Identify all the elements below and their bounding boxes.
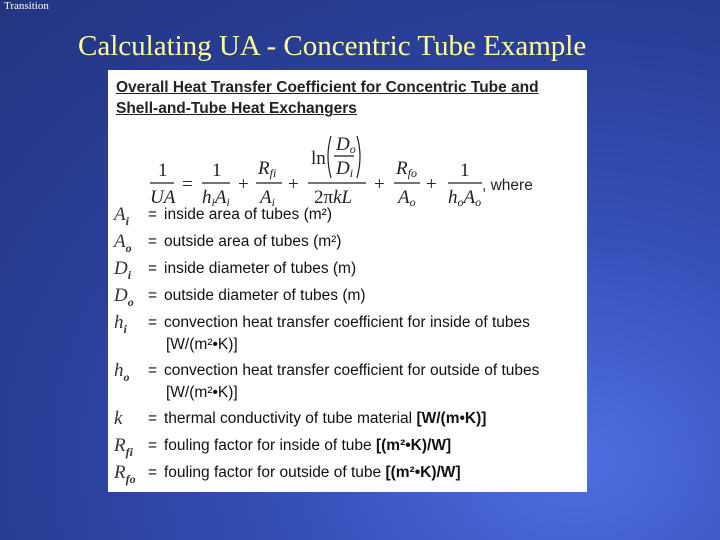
definition-row [108,204,587,228]
svg-text:+: + [426,174,437,195]
heading-line-1: Overall Heat Transfer Coefficient for Concentric Tube and [116,79,539,96]
definition-equals: = [148,362,158,379]
definition-equals: = [148,437,158,454]
definition-text: fouling factor for inside of tube [(m²•K)/W] [164,437,452,454]
svg-text:+: + [288,174,299,195]
definition-symbol: $R_{fi}$ [114,435,133,459]
definition-subscript: i [123,321,127,336]
definition-symbol: $A_i$ [114,204,129,228]
content-panel [108,70,587,492]
definition-unit: [(m²•K)/W] [375,437,452,454]
definition-text: convection heat transfer coefficient for outside of tubes [164,362,540,379]
svg-text:+: + [374,174,385,195]
svg-text:1: 1 [460,160,470,181]
definition-equals: = [148,233,158,250]
svg-text:Do: Do [336,134,356,156]
definition-equals: = [148,314,158,331]
svg-text:=: = [182,174,193,195]
definition-equals: = [148,410,158,427]
definition-symbol: $h_i$ [114,312,127,336]
svg-text:Ao: Ao [398,187,416,209]
definition-equals: = [148,206,158,223]
definition-unit: [(m²•K)/W] [385,464,461,481]
svg-text:Ai: Ai [260,187,275,209]
definition-symbol: $D_i$ [114,258,132,282]
definition-equals: = [148,464,158,481]
definition-text: convection heat transfer coefficient for inside of tubes [164,314,530,331]
definition-row [108,360,587,401]
svg-text:+: + [238,174,249,195]
svg-text:hiAi: hiAi [202,187,230,209]
definition-symbol: $h_o$ [114,360,130,384]
svg-text:ln: ln [311,148,326,169]
definition-row [108,231,587,255]
definition-row [108,258,587,282]
definition-subscript: i [127,267,132,282]
definition-unit-continued: [W/(m²•K)] [166,384,238,401]
definition-row [108,462,587,486]
definition-subscript: o [127,294,134,309]
definition-symbol: $D_o$ [114,285,134,309]
definition-row [108,435,587,459]
definition-symbol: k [114,408,123,429]
definition-text: outside diameter of tubes (m) [164,287,366,304]
svg-text:1: 1 [158,160,168,181]
definition-text: outside area of tubes (m²) [164,233,342,250]
svg-text:2πkL: 2πkL [314,187,353,208]
definition-subscript: fo [125,471,136,486]
svg-text:Rfi: Rfi [258,158,277,180]
svg-text:1: 1 [212,160,222,181]
definition-text: thermal conductivity of tube material [W/(m•K)] [164,410,487,427]
definition-subscript: o [125,240,132,255]
definition-unit-continued: [W/(m²•K)] [166,336,238,353]
formula-where: , where [482,177,533,194]
definition-text: inside area of tubes (m²) [164,206,332,223]
transition-label: Transition [4,0,49,12]
definition-symbol: $A_o$ [114,231,132,255]
svg-text:Rfo: Rfo [396,158,417,180]
definition-unit: [W/(m•K)] [416,410,487,427]
definition-text: inside diameter of tubes (m) [164,260,357,277]
definition-subscript: o [123,369,130,384]
definition-symbol: $R_{fo}$ [114,462,136,486]
definition-equals: = [148,287,158,304]
svg-text:Di: Di [336,158,354,180]
slide-title: Calculating UA - Concentric Tube Example [78,30,587,62]
definition-subscript: fi [125,444,133,459]
svg-text:hoAo: hoAo [448,187,482,209]
definition-equals: = [148,260,158,277]
panel-heading [116,77,586,119]
definition-row [108,285,587,309]
definition-text: fouling factor for outside of tube [(m²•K)/W] [164,464,461,481]
svg-text:UA: UA [150,187,176,208]
definition-subscript: i [125,213,129,228]
definition-row [108,312,587,353]
heading-line-2: Shell-and-Tube Heat Exchangers [116,100,357,117]
definition-row [108,408,587,432]
